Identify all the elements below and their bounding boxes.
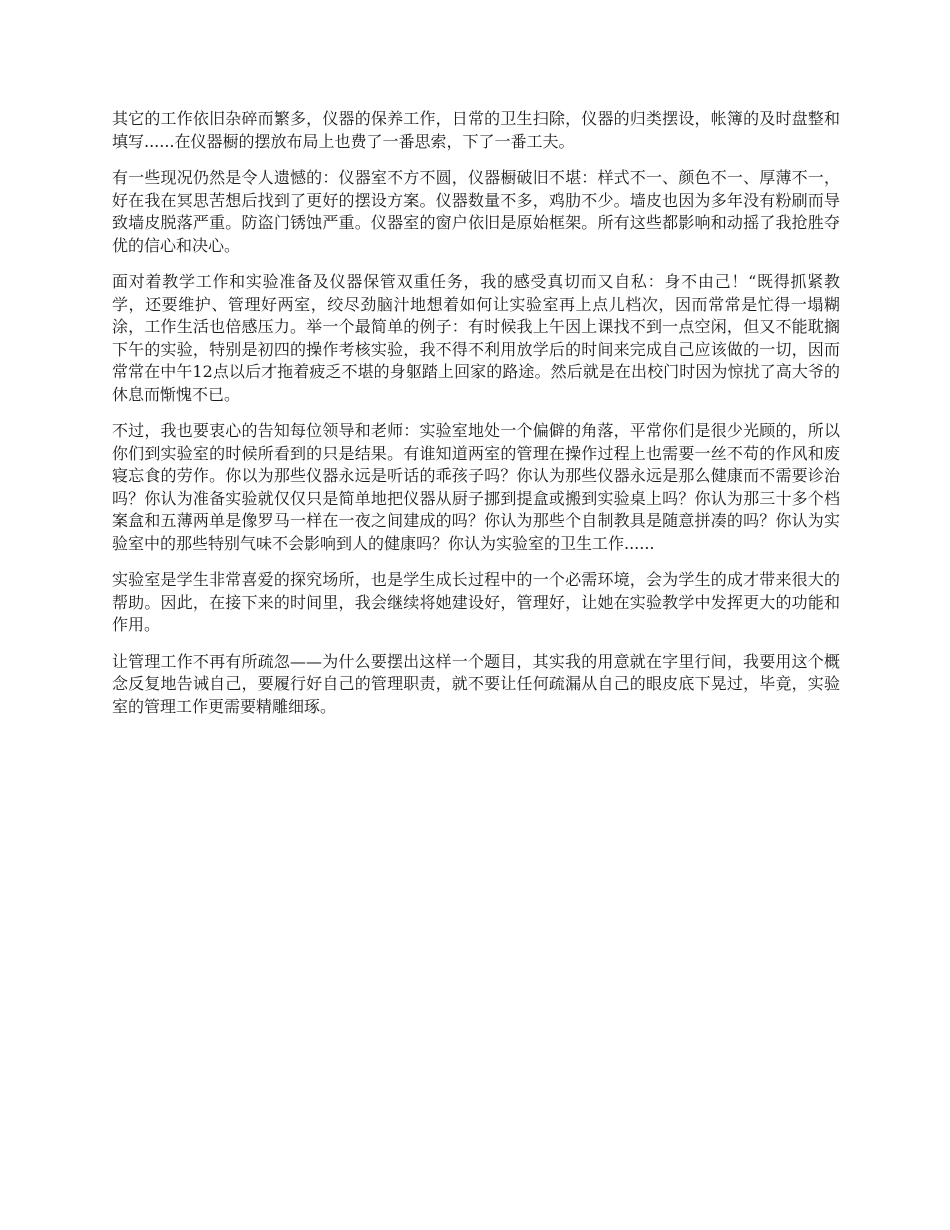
paragraph: 面对着教学工作和实验准备及仪器保管双重任务，我的感受真切而又自私：身不由己！“既得抓紧教学，还要维护、管理好两室，绞尽劲脑汁地想着如何让实验室再上点儿档次，因而常常是忙得一塌糊涂，工作生活也倍感压力。举一个最简单的例子：有时候我上午因上课找不到一点空闲，但又不能耽搁下午的实验，特别是初四的操作考核实验，我不得不利用放学后的时间来完成自己应该做的一切，因而常常在中午12点以后才拖着疲乏不堪的身躯踏上回家的路途。然后就是在出校门时因为惊扰了高大爷的休息而惭愧不已。 <box>112 272 840 404</box>
document-body <box>112 108 840 732</box>
paragraph: 让管理工作不再有所疏忽——为什么要摆出这样一个题目，其实我的用意就在字里行间，我要用这个概念反复地告诫自己，要履行好自己的管理职责，就不要让任何疏漏从自己的眼皮底下晃过，毕竟，实验室的管理工作更需要精雕细琢。 <box>112 651 840 716</box>
paragraph: 实验室是学生非常喜爱的探究场所，也是学生成长过程中的一个必需环境，会为学生的成才带来很大的帮助。因此，在接下来的时间里，我会继续将她建设好，管理好，让她在实验教学中发挥更大的功能和作用。 <box>112 570 840 634</box>
paragraph: 其它的工作依旧杂碎而繁多，仪器的保养工作，日常的卫生扫除，仪器的归类摆设，帐簿的及时盘整和填写......在仪器橱的摆放布局上也费了一番思索，下了一番工夫。 <box>112 109 840 151</box>
paragraph: 有一些现况仍然是令人遗憾的：仪器室不方不圆，仪器橱破旧不堪：样式不一、颜色不一、厚薄不一，好在我在冥思苦想后找到了更好的摆设方案。仪器数量不多，鸡肋不少。墙皮也因为多年没有粉刷而导致墙皮脱落严重。防盗门锈蚀严重。仪器室的窗户依旧是原始框架。所有这些都影响和动摇了我抢胜夺优的信心和决心。 <box>112 168 840 255</box>
paragraph: 不过，我也要衷心的告知每位领导和老师：实验室地处一个偏僻的角落，平常你们是很少光顾的，所以你们到实验室的时候所看到的只是结果。有谁知道两室的管理在操作过程上也需要一丝不苟的作风和废寝忘食的劳作。你以为那些仪器永远是听话的乖孩子吗？你认为那些仪器永远是那么健康而不需要诊治吗？你认为准备实验就仅仅只是简单地把仪器从厨子挪到提盒或搬到实验桌上吗？你认为那三十多个档案盒和五薄两单是像罗马一样在一夜之间建成的吗？你认为那些个自制教具是随意拼凑的吗？你认为实验室中的那些特别气味不会影响到人的健康吗？你认为实验室的卫生工作...... <box>112 421 840 553</box>
